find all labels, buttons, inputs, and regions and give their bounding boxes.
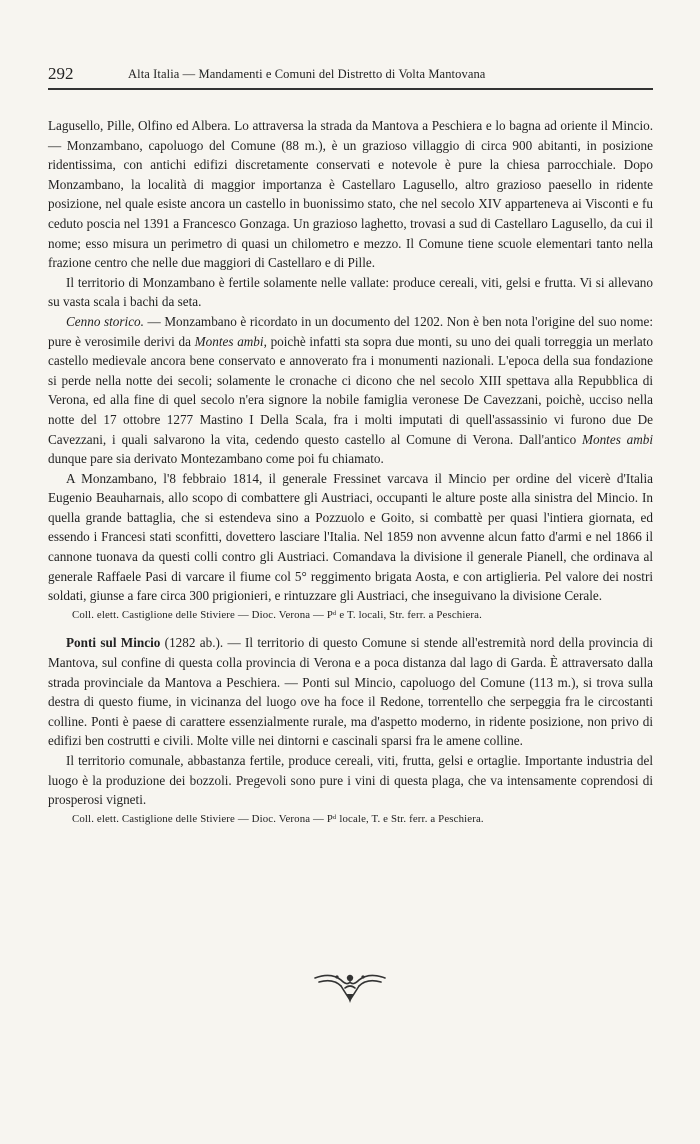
admin-note-ponti: Coll. elett. Castiglione delle Stiviere — Dioc. Verona — Pᵈ locale, T. e Str. ferr. a Peschiera. <box>72 812 484 825</box>
text-fragment: , poichè infatti sta sopra due monti, su uno dei quali torreggia un merlato castello medievale ancora bene conservato e annoverato fra i monumenti nazionali. L'epoca della sua fondazione si perde nella notte dei secoli; solamente le cronache ci dicono che nel secolo XIII spettava alla Repubblica di Verona, ed alla fine di quel secolo n'era signore la nobile famiglia veronese De Cavezzani, poichè, ucciso nella notte del 17 ottobre 1277 Mastino I Della Scala, fra i molti imputati di quell'assassinio vi furono due De Cavezzani, i quali salvarono la vita, cedendo questo castello al Comune di Verona. Dall'antico <box>48 333 653 447</box>
entry-title: Ponti sul Mincio <box>66 635 161 651</box>
section-label-cenno-storico: Cenno storico. <box>66 313 144 329</box>
text-fragment: dunque pare sia derivato Montezambano come poi fu chiamato. <box>48 451 384 467</box>
paragraph-cenno-storico <box>48 312 653 469</box>
italic-term: Montes ambi <box>194 333 264 349</box>
page-number: 292 <box>48 64 74 83</box>
italic-term: Montes ambi <box>582 431 653 447</box>
admin-note-monzambano: Coll. elett. Castiglione delle Stiviere — Dioc. Verona — Pᵈ e T. locali, Str. ferr. a Peschiera. <box>72 608 482 621</box>
text-fragment: (1282 ab.). — Il territorio di questo Comune si stende all'estremità nord della provincia di Mantova, sul confine di questa colla provincia di Verona e a poca distanza dal lago di Garda. È attraversato dalla strada provinciale da Mantova a Peschiera. — Ponti sul Mincio, capoluogo del Comune (113 m.), si trova sulla destra di questo fiume, in vicinanza del luogo ove ha foce il Redone, torrentello che serpeggia fra le circostanti colline. Ponti è paese di carattere essenzialmente rurale, ma d'aspetto moderno, in ridente posizione, non privo di edifizi ben costrutti e civili. Molte ville nei dintorni e cascinali sparsi fra le amene colline. <box>48 635 653 749</box>
page-header <box>48 62 653 90</box>
text-fragment: — Monzambano è ricordato in un documento del 1202. Non è ben nota l'origine del suo nome: pure è verosimile derivi da <box>48 313 653 349</box>
running-title: Alta Italia — Mandamenti e Comuni del Distretto di Volta Mantovana <box>128 67 486 81</box>
entry-ponti-sul-mincio <box>48 633 653 751</box>
paragraph-lagusello: Lagusello, Pille, Olfino ed Albera. Lo attraversa la strada da Mantova a Peschiera e lo bagna ad oriente il Mincio. — Monzambano, capoluogo del Comune (88 m.), è un grazioso villaggio di circa 900 abitanti, in posizione ridentissima, con antichi edifizi discretamente conservati e notevole è pure la chiesa parrocchiale. Dopo Monzambano, la località di maggior importanza è Castellaro Lagusello, altro grazioso paesello in ridente posizione, nel quale esiste ancora un castello in buonissimo stato, che nel secolo XIV apparteneva ai Visconti e fu ceduto poscia nel 1391 a Francesco Gonzaga. Un grazioso laghetto, trovasi a sud di Castellaro Lagusello, da cui il nome; esso misura un perimetro di quasi un chilometro e mezzo. Il Comune tiene scuole elementari tanto nella frazione centro che nelle due maggiori di Castellaro e di Pille. <box>48 118 653 271</box>
floral-ornament-icon <box>311 966 389 1006</box>
paragraph-territorio-ponti: Il territorio comunale, abbastanza fertile, produce cereali, viti, frutta, gelsi e ortaglie. Importante industria del luogo è la produzione dei bozzoli. Pregevoli sono pure i vini di questa plaga, che va intensamente coprendosi di prosperosi vigneti. <box>48 753 653 808</box>
paragraph-territorio-monzambano: Il territorio di Monzambano è fertile solamente nelle vallate: produce cereali, viti, gelsi e frutta. Vi si allevano su vasta scala i bachi da seta. <box>48 274 653 310</box>
paragraph-battaglia-1814: A Monzambano, l'8 febbraio 1814, il generale Fressinet varcava il Mincio per ordine del vicerè d'Italia Eugenio Beauharnais, allo scopo di combattere gli Austriaci, occupanti le alture poste alla sinistra del Mincio. In quella grande battaglia, che si estendeva sino a Pozzuolo e Goito, si combattè per quasi l'intiera giornata, ed essendo i Francesi stati sconfitti, dovettero lasciare l'Italia. Nel 1859 non avvenne alcun fatto d'armi e nel 1866 il cannone tuonava da questi colli contro gli Austriaci. Comandava la divisione il generale Pianell, che ordinava al generale Raffaele Pasi di varcare il fiume col 5° reggimento brigata Aosta, e con artiglieria. Pel valore dei nostri soldati, giunse a fare circa 300 prigionieri, e rintuzzare gli Austriaci, che inseguivano la divisione Cerale. <box>48 470 653 604</box>
body-text <box>48 116 653 829</box>
